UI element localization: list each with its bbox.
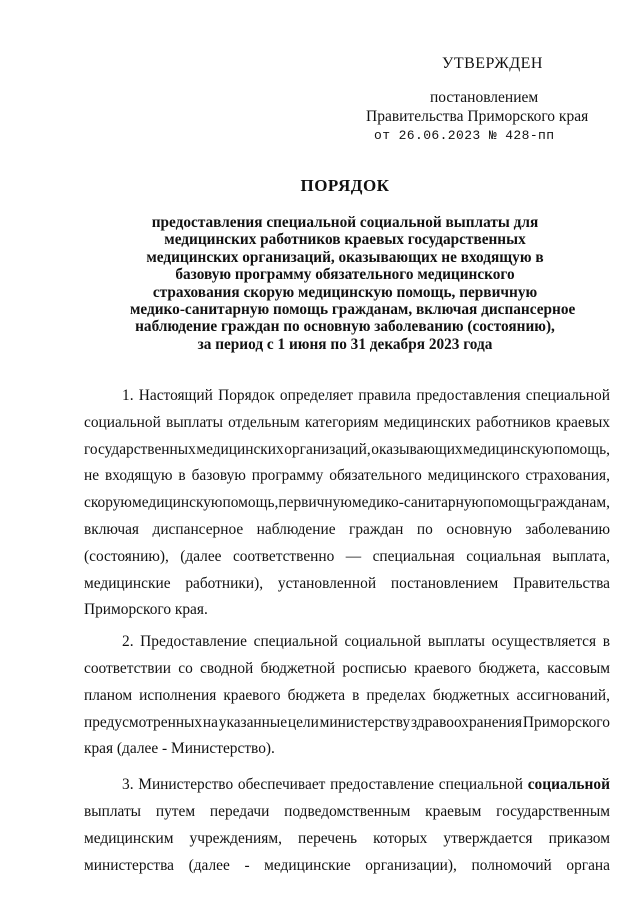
word: медицинскую [132, 494, 223, 512]
word: 1. [122, 387, 134, 404]
word: определяет [279, 387, 354, 404]
word: министерству [319, 713, 411, 731]
word: программу [251, 467, 324, 485]
word: Министерство [138, 776, 234, 794]
word: включая [84, 520, 139, 538]
word: - [244, 856, 250, 874]
word: обеспечивает [237, 776, 326, 794]
paragraph-line [84, 656, 610, 683]
word: перечень [298, 829, 358, 847]
paragraph-line [84, 490, 610, 517]
word: ассигнований, [516, 686, 610, 704]
word: Предоставление [140, 633, 247, 651]
word: правила [358, 387, 412, 404]
word: Настоящий [138, 387, 213, 404]
word: путем [155, 802, 196, 820]
word: выплаты [165, 413, 223, 431]
paragraph-line [84, 799, 610, 826]
word: на [202, 713, 218, 731]
word: планом [84, 686, 133, 704]
paragraph-3 [84, 772, 610, 879]
word: медицинских [383, 413, 471, 431]
word: бюджетных [432, 686, 510, 704]
subtitle-line: медицинских работников краевых государственных [164, 231, 526, 249]
word: Приморского [522, 713, 610, 731]
word: в [178, 467, 186, 485]
word: страхования, [525, 467, 610, 485]
word: гражданам, [535, 494, 610, 512]
document-body [84, 383, 610, 879]
paragraph-line: края (далее - Министерство). [84, 740, 275, 758]
paragraph-line [84, 710, 610, 737]
word: бюджета, [478, 659, 540, 677]
paragraph-line [84, 571, 610, 598]
word: работников [476, 413, 551, 431]
subtitle-line: предоставления специальной социальной выплаты для [151, 214, 539, 231]
word: (далее [180, 547, 222, 565]
word: наблюдение [256, 520, 336, 538]
word: предоставление [330, 776, 435, 794]
word: полномочий [471, 856, 552, 874]
word: помощь [483, 494, 536, 512]
word: основную [446, 520, 512, 538]
word: диспансерное [152, 520, 244, 538]
word: государственных [84, 440, 196, 458]
subtitle-line: наблюдение граждан по основную заболеванию (состоянию), [135, 318, 555, 336]
word: входящую [104, 467, 173, 485]
word: бюджета [287, 686, 346, 704]
word: скорую [84, 494, 132, 512]
word: указанные [218, 713, 288, 731]
word: учреждениям, [189, 829, 282, 847]
approved-label: УТВЕРЖДЕН [442, 55, 543, 72]
paragraph-line [84, 629, 610, 656]
word: государственным [496, 802, 610, 820]
word: бюджетной [260, 659, 336, 677]
word: здравоохранения [410, 713, 523, 731]
word: (далее [188, 856, 230, 874]
subtitle-line: базовую программу обязательного медицинского [175, 266, 515, 284]
word: цели [287, 713, 319, 731]
word: которых [373, 829, 428, 847]
word: специальной [525, 387, 610, 404]
word: медицинские [84, 574, 171, 592]
word: первичную [278, 494, 352, 512]
word: министерства [84, 856, 174, 874]
word: краевым [425, 802, 482, 820]
paragraph-line [84, 544, 610, 571]
word: категориям [304, 413, 379, 431]
word: граждан [349, 520, 404, 538]
subtitle-line: страхования скорую медицинскую помощь, первичную [152, 283, 538, 301]
paragraph-line [84, 383, 610, 410]
word: осуществляется [491, 633, 597, 651]
word: заболеванию [525, 520, 610, 538]
word: Порядок [218, 387, 275, 404]
approval-block [366, 54, 616, 145]
word: 3. [122, 776, 134, 794]
word: — [345, 547, 362, 565]
word: соответствии [84, 659, 171, 677]
word: исполнения [139, 686, 217, 704]
paragraph-line [84, 437, 610, 464]
word: пределах [366, 686, 426, 704]
word: соответственно [232, 547, 335, 565]
word: (состоянию), [84, 547, 169, 565]
word: медико-санитарную [351, 494, 484, 512]
word: предусмотренных [84, 713, 203, 731]
word: медицинского [427, 467, 520, 485]
paragraph-line [84, 463, 610, 490]
word: в [352, 686, 360, 704]
document-subtitle [130, 214, 576, 353]
word: отдельным [228, 413, 300, 431]
word: помощь, [554, 440, 610, 458]
word: медицинских [196, 440, 284, 458]
word: специальная [372, 547, 455, 565]
word: выплаты [427, 633, 485, 651]
word: медицинским [84, 829, 174, 847]
word: утверждается [443, 829, 533, 847]
approval-line-resolution: постановлением [430, 89, 539, 106]
word: сводной [200, 659, 254, 677]
word: росписью [342, 659, 407, 677]
paragraph-line: Приморского края. [84, 601, 208, 619]
word: работники), [185, 574, 264, 592]
word: специальной [253, 633, 338, 651]
word: социальной [84, 413, 161, 431]
subtitle-line: медицинских организаций, оказывающих не входящую в [146, 248, 544, 266]
word: социальной [527, 776, 610, 794]
paragraph-line [84, 517, 610, 544]
word: краевого [223, 686, 281, 704]
word: по [416, 520, 433, 538]
word: медицинские [264, 856, 351, 874]
word: выплата, [552, 547, 610, 565]
word: медицинскую [463, 440, 554, 458]
paragraph-line [84, 853, 610, 880]
word: краевого [414, 659, 472, 677]
paragraph-line [84, 772, 610, 799]
word: со [178, 659, 193, 677]
word: обязательного [329, 467, 422, 485]
word: специальной [438, 776, 523, 794]
word: помощь, [222, 494, 279, 512]
approval-line-date-number: от 26.06.2023 № 428-пп [374, 128, 555, 143]
word: организации), [365, 856, 457, 874]
word: в [602, 633, 610, 651]
paragraph-line [84, 683, 610, 710]
paragraph-line [84, 410, 610, 437]
word: предоставления [416, 387, 521, 404]
subtitle-line: медико-санитарную помощь гражданам, включая диспансерное [130, 301, 576, 319]
word: подведомственным [284, 802, 411, 820]
word: Правительства [513, 574, 610, 592]
paragraph-2 [84, 629, 610, 763]
subtitle-line: за период с 1 июня по 31 декабря 2023 года [197, 335, 493, 353]
paragraph-line [84, 826, 610, 853]
word: социальная [466, 547, 541, 565]
word: краевых [555, 413, 610, 431]
word: не [84, 467, 100, 485]
word: постановлением [390, 574, 499, 592]
word: установленной [277, 574, 377, 592]
word: приказом [548, 829, 610, 847]
word: организаций, [284, 440, 371, 458]
word: социальной [344, 633, 422, 651]
word: 2. [122, 633, 134, 651]
word: кассовым [547, 659, 610, 677]
word: оказывающих [371, 440, 463, 458]
approval-line-government: Правительства Приморского края [366, 108, 589, 125]
document-title: ПОРЯДОК [300, 176, 390, 195]
word: выплаты [84, 802, 142, 820]
paragraph-1 [84, 383, 610, 624]
word: передачи [209, 802, 270, 820]
word: органа [566, 856, 610, 874]
word: базовую [191, 467, 246, 485]
